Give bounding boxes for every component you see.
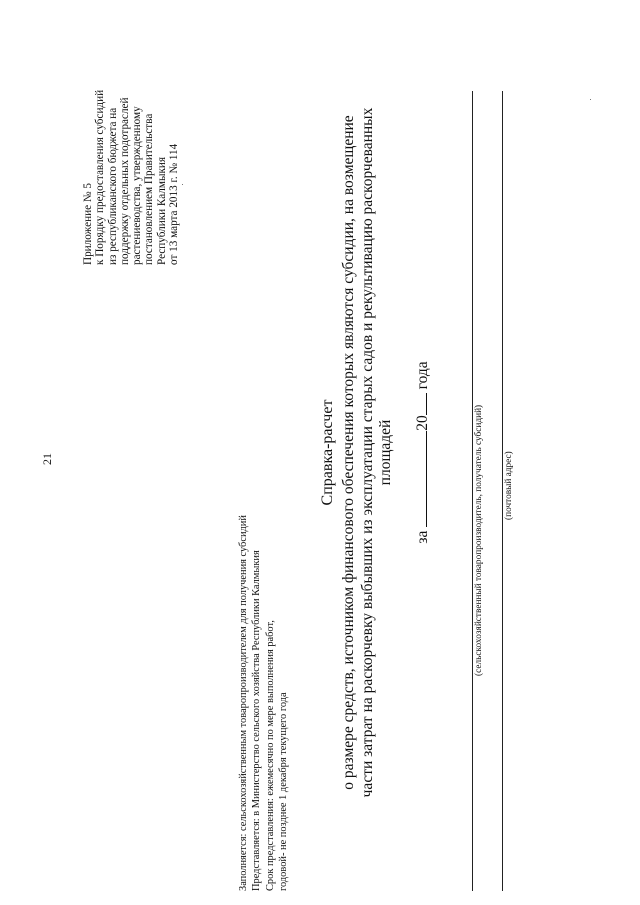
submission-instructions (237, 461, 291, 891)
recipient-line[interactable] (472, 91, 473, 891)
appendix-line: из республиканского бюджета на (106, 107, 119, 265)
appendix-line: растениеводства, утвержденному (131, 106, 144, 265)
document-heading (318, 0, 396, 905)
instruction-line: Заполняется: сельскохозяйственным товаропроизводителем для получения субсидий (238, 515, 249, 891)
address-caption: (почтовый адрес) (504, 451, 514, 520)
description-line: площадей (377, 419, 395, 486)
reporting-period (412, 0, 432, 905)
scan-speck (182, 184, 183, 185)
period-suffix: года (414, 361, 431, 390)
period-year-prefix: 20 (414, 415, 431, 431)
appendix-line: Приложение № 5 (82, 183, 94, 265)
scan-speck (590, 99, 591, 100)
description-line: части затрат на раскорчевку выбывших из эксплуатации старых садов и рекультивацию раскорчеванных (358, 107, 376, 798)
address-line[interactable] (502, 91, 503, 891)
document-title: Справка-расчет (319, 399, 336, 506)
instruction-line: Срок представления: ежемесячно по мере выполнения работ, (264, 620, 276, 891)
recipient-caption: (сельскохозяйственный товаропроизводитель, получатель субсидий) (474, 404, 484, 676)
instruction-line: годовой- не позднее 1 декабря текущего года (278, 692, 290, 891)
instruction-line: Представляется: в Министерство сельского хозяйства Республики Калмыкия (251, 550, 263, 891)
appendix-line: от 13 марта 2013 г. № 114 (168, 143, 181, 265)
period-prefix: за (414, 530, 431, 544)
appendix-reference (82, 5, 180, 265)
page-number: 21 (40, 453, 54, 465)
period-year-blank[interactable] (412, 393, 427, 415)
description-line: о размере средств, источником финансового обеспечения которых являются субсидии, на возмещение (340, 115, 357, 790)
document-description (340, 43, 396, 863)
appendix-line: постановлением Правительства (143, 113, 156, 265)
period-month-blank[interactable] (412, 431, 427, 527)
appendix-line: Республики Калмыкия (155, 156, 168, 265)
appendix-line: к Порядку предоставления субсидий (94, 89, 107, 265)
appendix-line: поддержку отдельных подотраслей (118, 97, 131, 265)
